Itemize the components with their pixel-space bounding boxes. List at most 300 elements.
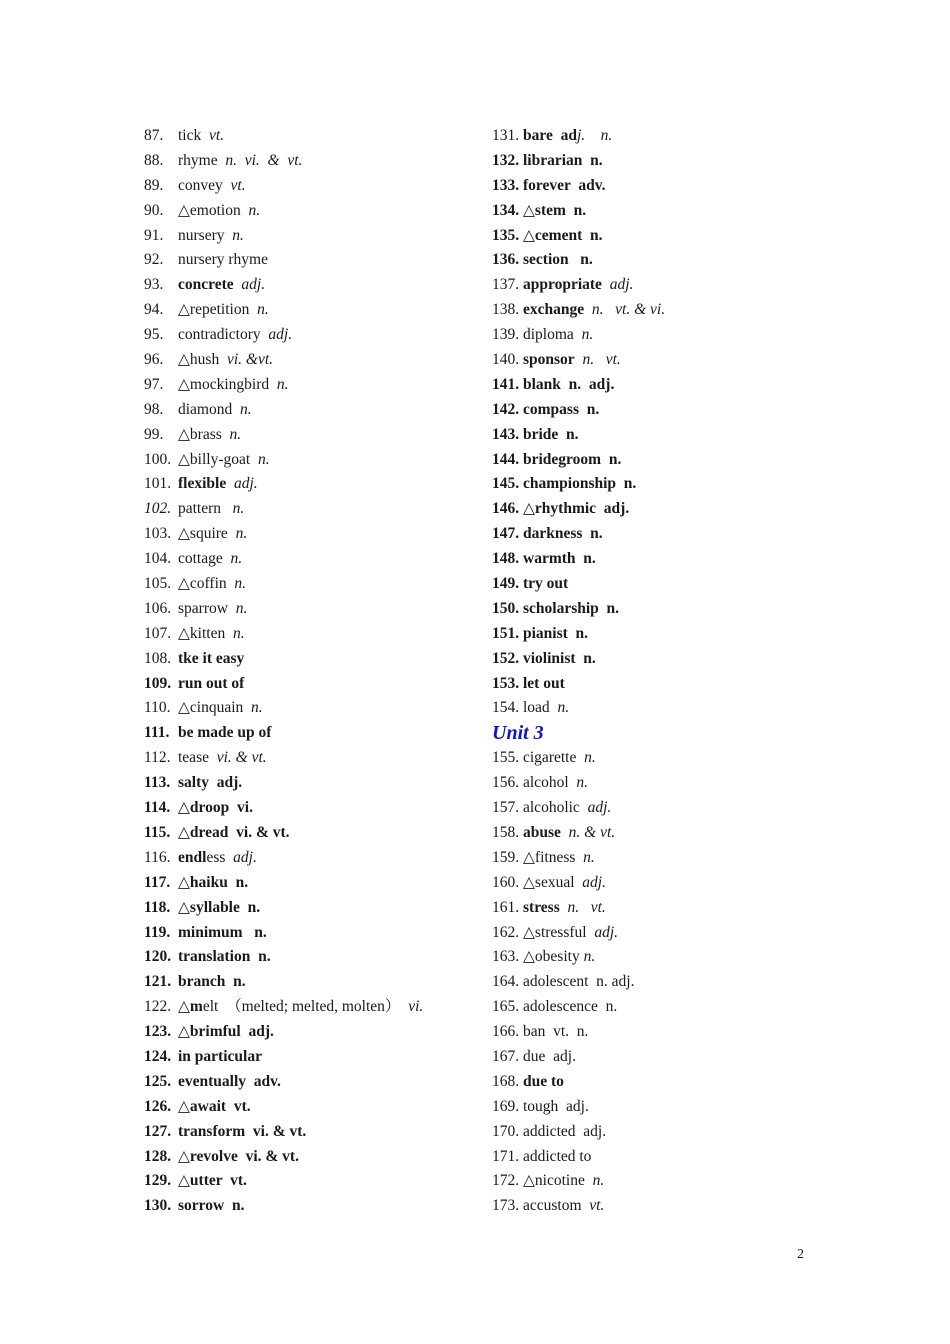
part-of-speech: vt.	[589, 1197, 605, 1215]
entry-word: compass n.	[523, 400, 600, 418]
entry-number: 145.	[492, 475, 520, 493]
entry-number: 162.	[492, 923, 520, 941]
entry-number: 152.	[492, 649, 520, 667]
entry-word: concrete	[178, 276, 234, 294]
part-of-speech: vt.	[230, 176, 246, 194]
entry-word: forever adv.	[523, 176, 606, 194]
part-of-speech: adj.	[587, 799, 612, 817]
entry-number: 142.	[492, 400, 520, 418]
vocabulary-entry	[144, 199, 474, 224]
entry-word: run out of	[178, 674, 245, 692]
vocabulary-entry	[492, 1070, 822, 1095]
entry-word	[584, 301, 592, 318]
vocabulary-entry	[492, 622, 822, 647]
vocabulary-entry	[144, 622, 474, 647]
vocabulary-entry	[492, 472, 822, 497]
vocabulary-entry	[144, 647, 474, 672]
entry-number: 131.	[492, 127, 520, 144]
vocabulary-entry	[492, 945, 822, 970]
entry-number: 96.	[144, 351, 164, 369]
vocabulary-entry	[492, 846, 822, 871]
entry-number: 141.	[492, 375, 520, 393]
entry-word: addicted to	[523, 1147, 592, 1165]
vocabulary-entry	[492, 1045, 822, 1070]
entry-word: stress	[523, 898, 560, 916]
entry-word: let out	[523, 674, 565, 692]
entry-number: 136.	[492, 251, 520, 269]
entry-word: abuse	[523, 823, 561, 841]
entry-number: 125.	[144, 1072, 172, 1090]
part-of-speech: n.	[232, 226, 244, 244]
entry-word: △brass	[178, 425, 230, 443]
entry-number: 146.	[492, 500, 520, 518]
entry-word: △obesity	[523, 948, 584, 966]
entry-word: be made up of	[178, 724, 272, 742]
entry-number: 95.	[144, 326, 164, 344]
vocabulary-entry	[144, 796, 474, 821]
entry-number: 148.	[492, 550, 520, 568]
entry-word: △dread vi. & vt.	[178, 823, 290, 841]
vocabulary-entry	[492, 921, 822, 946]
vocabulary-entry	[144, 373, 474, 398]
entry-word: convey	[178, 176, 231, 194]
entry-word: try out	[523, 575, 569, 593]
entry-word: sparrow	[178, 599, 236, 617]
entry-number: 106.	[144, 599, 172, 617]
vocabulary-entry	[492, 373, 822, 398]
entry-word: blank n. adj.	[523, 375, 615, 393]
part-of-speech: n. vi. & vt.	[225, 151, 303, 169]
entry-word: △repetition	[178, 301, 258, 319]
entry-word	[560, 899, 568, 916]
entry-number: 170.	[492, 1122, 520, 1140]
entry-number: 120.	[144, 948, 172, 966]
entry-word: △mockingbird	[178, 375, 277, 393]
entry-word: translation n.	[178, 948, 271, 966]
entry-word: tough adj.	[523, 1097, 589, 1115]
entry-word: due adj.	[523, 1047, 576, 1065]
vocabulary-entry	[492, 174, 822, 199]
part-of-speech: n. vt.	[567, 898, 606, 916]
entry-number: 109.	[144, 674, 172, 692]
vocabulary-entry	[144, 572, 474, 597]
part-of-speech: n.	[229, 425, 242, 443]
vocabulary-entry	[144, 771, 474, 796]
part-of-speech: n.	[235, 525, 248, 543]
part-of-speech: n.	[232, 500, 245, 518]
vocabulary-entry	[144, 273, 474, 298]
entry-word: flexible	[178, 475, 227, 493]
entry-word: △brimful adj.	[178, 1023, 274, 1041]
entry-number: 155.	[492, 749, 520, 767]
entry-word: addicted adj.	[523, 1122, 607, 1140]
vocabulary-entry	[144, 672, 474, 697]
entry-word: load	[523, 699, 558, 717]
part-of-speech: n.	[251, 699, 263, 717]
entry-number: 133.	[492, 176, 520, 194]
entry-word: △coffin	[178, 575, 235, 593]
entry-number: 100.	[144, 450, 172, 468]
vocabulary-entry	[492, 796, 822, 821]
entry-word: tick	[178, 127, 209, 144]
entry-number: 165.	[492, 998, 520, 1016]
entry-number: 107.	[144, 624, 172, 642]
vocabulary-entry	[144, 398, 474, 423]
entry-number: 121.	[144, 973, 172, 991]
entry-word: championship n.	[523, 475, 637, 493]
entry-word: sponsor	[523, 351, 575, 369]
entry-word: pianist n.	[523, 624, 589, 642]
entry-word: branch n.	[178, 973, 246, 991]
vocabulary-entry	[492, 746, 822, 771]
vocabulary-entry	[492, 248, 822, 273]
vocabulary-entry	[492, 896, 822, 921]
vocabulary-entry	[492, 572, 822, 597]
entry-word: bridegroom n.	[523, 450, 622, 468]
part-of-speech: adj.	[241, 276, 266, 294]
entry-number: 147.	[492, 525, 520, 543]
vocabulary-entry	[144, 1095, 474, 1120]
entry-number: 89.	[144, 176, 164, 194]
vocabulary-entry	[144, 746, 474, 771]
part-of-speech: adj.	[268, 326, 293, 344]
vocabulary-column-right	[492, 124, 822, 1219]
vocabulary-entry	[144, 448, 474, 473]
entry-word: △syllable n.	[178, 898, 261, 916]
part-of-speech: n.	[230, 550, 243, 568]
entry-number: 132.	[492, 151, 520, 169]
part-of-speech: n. vt. & vi.	[591, 301, 666, 319]
vocabulary-entry	[492, 597, 822, 622]
entry-number: 105.	[144, 575, 172, 593]
entry-word: diamond	[178, 400, 240, 418]
vocabulary-entry	[144, 124, 474, 149]
entry-number: 113.	[144, 774, 171, 792]
part-of-speech: n.	[276, 375, 289, 393]
entry-number: 134.	[492, 201, 520, 219]
vocabulary-entry	[492, 871, 822, 896]
vocabulary-entry	[492, 124, 822, 149]
entry-word: sorrow n.	[178, 1197, 245, 1215]
entry-word: adolescence n.	[523, 998, 618, 1016]
part-of-speech: n.	[235, 599, 248, 617]
entry-word: △stem n.	[523, 201, 587, 219]
vocabulary-entry	[492, 1095, 822, 1120]
vocabulary-entry	[492, 995, 822, 1020]
entry-number: 171.	[492, 1147, 520, 1165]
entry-number: 98.	[144, 400, 164, 418]
entry-word: section n.	[523, 251, 593, 269]
entry-word: ban vt. n.	[523, 1023, 589, 1041]
entry-number: 126.	[144, 1097, 172, 1115]
entry-number: 161.	[492, 898, 520, 916]
unit-heading: Unit 3	[492, 722, 544, 745]
entry-number: 140.	[492, 351, 520, 369]
vocabulary-entry	[144, 323, 474, 348]
entry-word: transform vi. & vt.	[178, 1122, 307, 1140]
entry-word: △haiku n.	[178, 873, 249, 891]
entry-word: eventually adv.	[178, 1072, 281, 1090]
part-of-speech: adj.	[233, 475, 258, 493]
entry-word: due to	[523, 1072, 564, 1090]
entry-number: 91.	[144, 226, 164, 244]
entry-word: cigarette	[523, 749, 585, 767]
part-of-speech: n.	[592, 1172, 605, 1190]
part-of-speech: n.	[584, 749, 596, 767]
part-of-speech: n.	[576, 774, 588, 792]
part-of-speech: j. n.	[576, 127, 613, 144]
entry-number: 103.	[144, 525, 172, 543]
entry-number: 94.	[144, 301, 164, 319]
vocabulary-entry	[492, 1020, 822, 1045]
entry-word: △revolve vi. & vt.	[178, 1147, 299, 1165]
entry-word: △utter vt.	[178, 1172, 247, 1190]
entry-number: 154.	[492, 699, 520, 717]
entry-number: 153.	[492, 674, 520, 692]
entry-word: △nicotine	[523, 1172, 593, 1190]
entry-number: 143.	[492, 425, 520, 443]
entry-number: 127.	[144, 1122, 172, 1140]
part-of-speech: adj.	[233, 848, 257, 866]
vocabulary-entry	[144, 1194, 474, 1219]
vocabulary-entry	[492, 547, 822, 572]
page-number: 2	[797, 1247, 804, 1262]
part-of-speech: adj.	[594, 923, 619, 941]
vocabulary-entry	[492, 1169, 822, 1194]
entry-word: nursery rhyme	[178, 251, 268, 269]
vocabulary-entry	[144, 348, 474, 373]
entry-number: 137.	[492, 276, 520, 294]
entry-number: 128.	[144, 1147, 172, 1165]
entry-word: endl	[178, 848, 207, 866]
vocabulary-entry	[144, 597, 474, 622]
entry-word: △squire	[178, 525, 236, 543]
entry-word	[561, 824, 569, 841]
vocabulary-entry	[492, 149, 822, 174]
part-of-speech: n.	[257, 301, 269, 319]
vocabulary-entry	[144, 871, 474, 896]
entry-number: 115.	[144, 823, 171, 841]
entry-number: 168.	[492, 1072, 520, 1090]
part-of-speech: n. & vt.	[568, 823, 616, 841]
entry-number: 163.	[492, 948, 520, 966]
part-of-speech: n.	[248, 201, 261, 219]
part-of-speech: n.	[557, 699, 570, 717]
entry-number: 157.	[492, 799, 520, 817]
entry-number: 158.	[492, 823, 520, 841]
entry-number: 93.	[144, 276, 164, 294]
entry-number: 130.	[144, 1197, 172, 1215]
part-of-speech: vi. &vt.	[226, 351, 274, 369]
entry-word: △m	[178, 998, 203, 1016]
vocabulary-entry	[492, 696, 822, 721]
entry-word: contradictory	[178, 326, 269, 344]
entry-number: 122.	[144, 998, 172, 1016]
vocabulary-entry	[144, 896, 474, 921]
entry-word: ess	[206, 848, 234, 866]
entry-number: 111.	[144, 724, 170, 742]
vocabulary-entry	[144, 945, 474, 970]
entry-word: bride n.	[523, 425, 579, 443]
entry-word: in particular	[178, 1047, 262, 1065]
vocabulary-entry	[144, 1120, 474, 1145]
entry-number: 88.	[144, 151, 164, 169]
vocabulary-entry	[492, 970, 822, 995]
entry-word: nursery	[178, 226, 233, 244]
entry-word: minimum n.	[178, 923, 267, 941]
entry-number: 144.	[492, 450, 520, 468]
part-of-speech: n.	[583, 848, 595, 866]
part-of-speech: vi.	[408, 998, 424, 1016]
vocabulary-entry	[144, 298, 474, 323]
vocabulary-entry	[144, 1020, 474, 1045]
entry-word: bare ad	[523, 127, 577, 144]
entry-number: 151.	[492, 624, 520, 642]
vocabulary-entry	[492, 522, 822, 547]
entry-number: 169.	[492, 1097, 520, 1115]
vocabulary-entry	[492, 821, 822, 846]
vocabulary-entry	[144, 497, 474, 522]
vocabulary-entry	[492, 298, 822, 323]
vocabulary-entry	[144, 1045, 474, 1070]
entry-number: 139.	[492, 326, 520, 344]
entry-number: 116.	[144, 848, 171, 866]
entry-number: 110.	[144, 699, 171, 717]
vocabulary-entry	[144, 970, 474, 995]
vocabulary-entry	[492, 1120, 822, 1145]
entry-number: 160.	[492, 873, 520, 891]
entry-word	[602, 276, 610, 293]
part-of-speech: n.	[240, 400, 252, 418]
vocabulary-entry	[492, 224, 822, 249]
vocabulary-entry	[492, 1145, 822, 1170]
vocabulary-entry	[144, 696, 474, 721]
vocabulary-entry	[144, 1070, 474, 1095]
vocabulary-entry	[492, 348, 822, 373]
entry-number: 149.	[492, 575, 520, 593]
entry-word: diploma	[523, 326, 582, 344]
entry-word: △rhythmic adj.	[523, 500, 630, 518]
entry-word: △fitness	[523, 848, 584, 866]
entry-word: △droop vi.	[178, 799, 253, 817]
entry-word: △cement n.	[523, 226, 603, 244]
entry-word: accustom	[523, 1197, 590, 1215]
vocabulary-entry	[144, 522, 474, 547]
entry-number: 119.	[144, 923, 171, 941]
entry-word: exchange	[523, 301, 585, 319]
entry-word: △kitten	[178, 624, 233, 642]
entry-word: darkness n.	[523, 525, 603, 543]
entry-number: 138.	[492, 301, 520, 319]
entry-word: tke it easy	[178, 649, 245, 667]
entry-word: alcohol	[523, 774, 577, 792]
entry-word: alcoholic	[523, 799, 588, 817]
vocabulary-entry	[492, 497, 822, 522]
vocabulary-entry	[492, 423, 822, 448]
vocabulary-entry	[144, 721, 474, 746]
part-of-speech: vt.	[209, 127, 225, 144]
vocabulary-entry	[492, 323, 822, 348]
entry-number: 87.	[144, 127, 164, 144]
entry-word	[226, 475, 234, 492]
entry-number: 99.	[144, 425, 164, 443]
entry-number: 112.	[144, 749, 171, 767]
vocabulary-entry	[492, 672, 822, 697]
vocabulary-entry	[492, 273, 822, 298]
part-of-speech: n.	[232, 624, 245, 642]
vocabulary-entry	[144, 547, 474, 572]
entry-number: 97.	[144, 375, 164, 393]
entry-word: △sexual	[523, 873, 583, 891]
entry-number: 135.	[492, 226, 520, 244]
entry-number: 129.	[144, 1172, 172, 1190]
entry-number: 90.	[144, 201, 164, 219]
vocabulary-entry	[492, 647, 822, 672]
vocabulary-entry	[144, 472, 474, 497]
part-of-speech: n.	[581, 326, 594, 344]
entry-number: 117.	[144, 873, 171, 891]
entry-number: 164.	[492, 973, 520, 991]
entry-word: scholarship n.	[523, 599, 620, 617]
vocabulary-entry	[144, 174, 474, 199]
entry-number: 156.	[492, 774, 520, 792]
entry-number: 104.	[144, 550, 172, 568]
vocabulary-entry	[492, 199, 822, 224]
entry-number: 167.	[492, 1047, 520, 1065]
entry-word: △await vt.	[178, 1097, 251, 1115]
entry-number: 173.	[492, 1197, 520, 1215]
vocabulary-entry	[144, 1169, 474, 1194]
entry-word: rhyme	[178, 151, 226, 169]
entry-number: 159.	[492, 848, 520, 866]
vocabulary-entry	[492, 771, 822, 796]
vocabulary-entry	[492, 448, 822, 473]
entry-word: violinist n.	[523, 649, 596, 667]
entry-word: tease	[178, 749, 217, 767]
entry-word: adolescent n. adj.	[523, 973, 635, 991]
entry-number: 150.	[492, 599, 520, 617]
entry-number: 108.	[144, 649, 172, 667]
entry-number: 114.	[144, 799, 171, 817]
vocabulary-entry	[144, 995, 474, 1020]
part-of-speech: n.	[257, 450, 270, 468]
entry-number: 102.	[144, 500, 172, 518]
vocabulary-entry	[492, 398, 822, 423]
part-of-speech: adj.	[582, 873, 606, 891]
entry-number: 124.	[144, 1047, 172, 1065]
entry-number: 172.	[492, 1172, 520, 1190]
entry-word: appropriate	[523, 276, 602, 294]
entry-word: librarian n.	[523, 151, 603, 169]
vocabulary-entry	[144, 149, 474, 174]
vocabulary-entry	[144, 846, 474, 871]
part-of-speech: n.	[583, 948, 596, 966]
vocabulary-column-left	[144, 124, 474, 1219]
entry-word: △hush	[178, 351, 227, 369]
vocabulary-entry	[144, 921, 474, 946]
vocabulary-entry	[144, 821, 474, 846]
entry-word: cottage	[178, 550, 231, 568]
entry-number: 118.	[144, 898, 171, 916]
entry-word: △cinquain	[178, 699, 252, 717]
entry-word: △stressful	[523, 923, 595, 941]
entry-word: salty adj.	[178, 774, 243, 792]
part-of-speech: n. vt.	[582, 351, 621, 369]
vocabulary-entry	[144, 423, 474, 448]
vocabulary-entry	[144, 248, 474, 273]
part-of-speech: adj.	[609, 276, 634, 294]
vocabulary-entry	[492, 1194, 822, 1219]
